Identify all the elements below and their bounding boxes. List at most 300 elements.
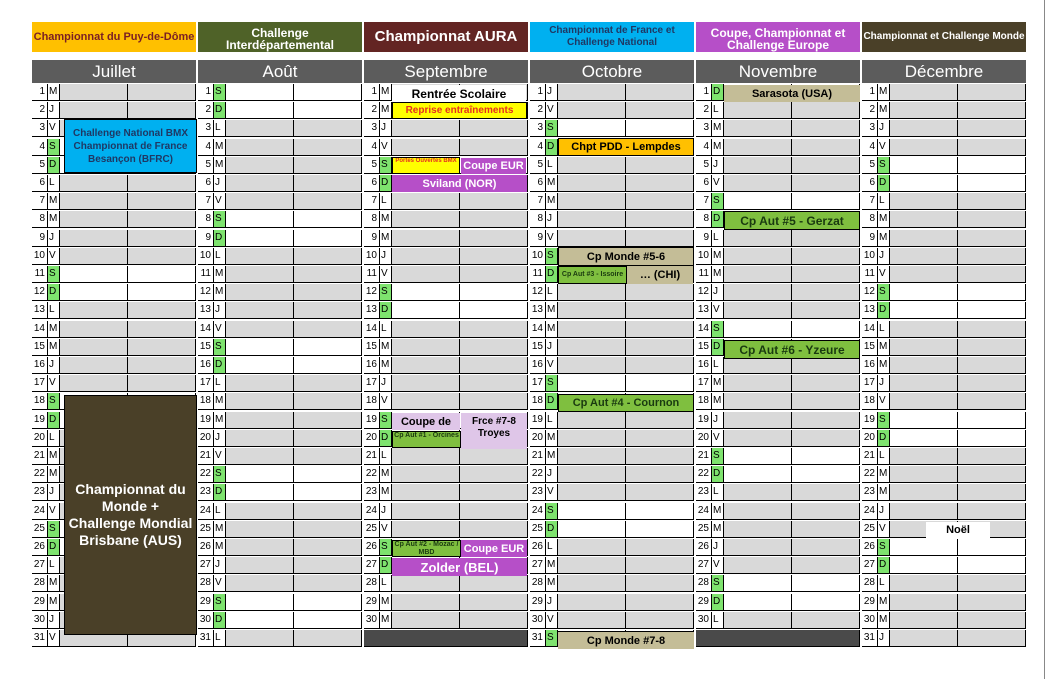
day-slot[interactable]	[724, 539, 792, 556]
day-slot[interactable]	[226, 484, 294, 501]
day-slot[interactable]	[60, 339, 128, 356]
event-chi[interactable]: … (CHI)	[627, 266, 693, 284]
day-slot[interactable]	[460, 193, 528, 210]
day-slot[interactable]	[294, 612, 362, 629]
day-slot[interactable]	[128, 357, 196, 374]
event-cp-monde-7-8[interactable]: Cp Monde #7-8	[558, 631, 694, 649]
day-slot[interactable]	[890, 393, 958, 410]
day-slot[interactable]	[392, 339, 460, 356]
day-slot[interactable]	[226, 230, 294, 247]
day-slot[interactable]	[792, 120, 860, 137]
day-slot[interactable]	[626, 211, 694, 228]
day-slot[interactable]	[128, 230, 196, 247]
day-slot[interactable]	[792, 321, 860, 338]
day-slot[interactable]	[558, 302, 626, 319]
day-slot[interactable]	[460, 503, 528, 520]
day-slot[interactable]	[890, 484, 958, 501]
day-slot[interactable]	[460, 139, 528, 156]
day-slot[interactable]	[392, 594, 460, 611]
day-slot[interactable]	[460, 339, 528, 356]
day-slot[interactable]	[890, 357, 958, 374]
day-slot[interactable]	[226, 503, 294, 520]
day-slot[interactable]	[792, 284, 860, 301]
day-slot[interactable]	[890, 193, 958, 210]
day-slot[interactable]	[958, 503, 1026, 520]
day-slot[interactable]	[724, 375, 792, 392]
day-slot[interactable]	[792, 266, 860, 283]
day-slot[interactable]	[60, 302, 128, 319]
day-slot[interactable]	[294, 102, 362, 119]
day-slot[interactable]	[392, 139, 460, 156]
day-slot[interactable]	[60, 175, 128, 192]
day-slot[interactable]	[958, 211, 1026, 228]
day-slot[interactable]	[392, 375, 460, 392]
day-slot[interactable]	[294, 84, 362, 101]
day-slot[interactable]	[60, 321, 128, 338]
day-slot[interactable]	[626, 357, 694, 374]
day-slot[interactable]	[226, 102, 294, 119]
day-slot[interactable]	[626, 575, 694, 592]
day-slot[interactable]	[60, 375, 128, 392]
day-slot[interactable]	[626, 466, 694, 483]
day-slot[interactable]	[558, 321, 626, 338]
day-slot[interactable]	[294, 266, 362, 283]
day-slot[interactable]	[392, 612, 460, 629]
day-slot[interactable]	[958, 321, 1026, 338]
day-slot[interactable]	[626, 339, 694, 356]
day-slot[interactable]	[890, 430, 958, 447]
day-slot[interactable]	[392, 503, 460, 520]
day-slot[interactable]	[558, 193, 626, 210]
day-slot[interactable]	[792, 612, 860, 629]
day-slot[interactable]	[558, 557, 626, 574]
day-slot[interactable]	[294, 448, 362, 465]
day-slot[interactable]	[958, 466, 1026, 483]
day-slot[interactable]	[294, 302, 362, 319]
day-slot[interactable]	[890, 157, 958, 174]
day-slot[interactable]	[460, 575, 528, 592]
day-slot[interactable]	[626, 612, 694, 629]
day-slot[interactable]	[792, 393, 860, 410]
day-slot[interactable]	[890, 302, 958, 319]
day-slot[interactable]	[60, 284, 128, 301]
event-sviland[interactable]: Sviland (NOR)	[392, 175, 527, 192]
day-slot[interactable]	[890, 466, 958, 483]
day-slot[interactable]	[724, 302, 792, 319]
day-slot[interactable]	[294, 630, 362, 647]
day-slot[interactable]	[626, 539, 694, 556]
day-slot[interactable]	[890, 321, 958, 338]
day-slot[interactable]	[890, 211, 958, 228]
day-slot[interactable]	[626, 521, 694, 538]
day-slot[interactable]	[890, 339, 958, 356]
day-slot[interactable]	[890, 557, 958, 574]
day-slot[interactable]	[558, 594, 626, 611]
day-slot[interactable]	[60, 102, 128, 119]
day-slot[interactable]	[558, 539, 626, 556]
day-slot[interactable]	[294, 230, 362, 247]
day-slot[interactable]	[626, 412, 694, 429]
day-slot[interactable]	[792, 448, 860, 465]
day-slot[interactable]	[792, 484, 860, 501]
event-sarasota[interactable]: Sarasota (USA)	[724, 85, 860, 102]
day-slot[interactable]	[958, 557, 1026, 574]
day-slot[interactable]	[792, 193, 860, 210]
day-slot[interactable]	[392, 284, 460, 301]
day-slot[interactable]	[890, 412, 958, 429]
day-slot[interactable]	[294, 339, 362, 356]
day-slot[interactable]	[724, 484, 792, 501]
day-slot[interactable]	[890, 630, 958, 647]
day-slot[interactable]	[460, 120, 528, 137]
day-slot[interactable]	[460, 357, 528, 374]
day-slot[interactable]	[460, 211, 528, 228]
day-slot[interactable]	[392, 521, 460, 538]
day-slot[interactable]	[724, 102, 792, 119]
day-slot[interactable]	[60, 248, 128, 265]
day-slot[interactable]	[958, 302, 1026, 319]
event-championnat-monde[interactable]: Championnat du Monde + Challenge Mondial Brisbane (AUS)	[64, 395, 197, 635]
day-slot[interactable]	[460, 266, 528, 283]
day-slot[interactable]	[890, 84, 958, 101]
day-slot[interactable]	[958, 266, 1026, 283]
day-slot[interactable]	[226, 393, 294, 410]
event-cp-aut-4[interactable]: Cp Aut #4 - Cournon	[558, 394, 694, 412]
day-slot[interactable]	[958, 430, 1026, 447]
day-slot[interactable]	[724, 612, 792, 629]
day-slot[interactable]	[60, 266, 128, 283]
event-portes-ouvertes[interactable]: Portes Ouvertes BMX	[392, 157, 460, 174]
day-slot[interactable]	[958, 157, 1026, 174]
day-slot[interactable]	[558, 521, 626, 538]
day-slot[interactable]	[294, 284, 362, 301]
day-slot[interactable]	[558, 175, 626, 192]
day-slot[interactable]	[890, 575, 958, 592]
day-slot[interactable]	[724, 157, 792, 174]
day-slot[interactable]	[724, 557, 792, 574]
day-slot[interactable]	[890, 230, 958, 247]
day-slot[interactable]	[294, 120, 362, 137]
day-slot[interactable]	[294, 375, 362, 392]
event-zolder[interactable]: Zolder (BEL)	[392, 558, 527, 576]
day-slot[interactable]	[460, 284, 528, 301]
day-slot[interactable]	[392, 575, 460, 592]
day-slot[interactable]	[958, 612, 1026, 629]
day-slot[interactable]	[226, 120, 294, 137]
day-slot[interactable]	[890, 448, 958, 465]
day-slot[interactable]	[724, 357, 792, 374]
day-slot[interactable]	[128, 84, 196, 101]
day-slot[interactable]	[724, 393, 792, 410]
day-slot[interactable]	[226, 157, 294, 174]
day-slot[interactable]	[392, 211, 460, 228]
day-slot[interactable]	[392, 321, 460, 338]
day-slot[interactable]	[890, 139, 958, 156]
day-slot[interactable]	[294, 594, 362, 611]
day-slot[interactable]	[294, 248, 362, 265]
day-slot[interactable]	[792, 430, 860, 447]
day-slot[interactable]	[724, 521, 792, 538]
day-slot[interactable]	[460, 466, 528, 483]
day-slot[interactable]	[294, 539, 362, 556]
day-slot[interactable]	[226, 357, 294, 374]
event-coupe-eur-2[interactable]: Coupe EUR	[461, 540, 527, 557]
day-slot[interactable]	[958, 139, 1026, 156]
day-slot[interactable]	[958, 193, 1026, 210]
day-slot[interactable]	[958, 539, 1026, 556]
day-slot[interactable]	[724, 230, 792, 247]
day-slot[interactable]	[890, 503, 958, 520]
day-slot[interactable]	[792, 466, 860, 483]
day-slot[interactable]	[792, 375, 860, 392]
day-slot[interactable]	[890, 539, 958, 556]
day-slot[interactable]	[128, 375, 196, 392]
day-slot[interactable]	[460, 302, 528, 319]
day-slot[interactable]	[958, 230, 1026, 247]
day-slot[interactable]	[392, 120, 460, 137]
day-slot[interactable]	[60, 230, 128, 247]
day-slot[interactable]	[890, 120, 958, 137]
day-slot[interactable]	[294, 484, 362, 501]
day-slot[interactable]	[792, 557, 860, 574]
day-slot[interactable]	[226, 321, 294, 338]
day-slot[interactable]	[294, 211, 362, 228]
day-slot[interactable]	[294, 139, 362, 156]
day-slot[interactable]	[626, 557, 694, 574]
day-slot[interactable]	[958, 84, 1026, 101]
day-slot[interactable]	[958, 412, 1026, 429]
day-slot[interactable]	[890, 175, 958, 192]
day-slot[interactable]	[558, 357, 626, 374]
day-slot[interactable]	[724, 430, 792, 447]
day-slot[interactable]	[558, 284, 626, 301]
event-reprise-entrainements[interactable]: Reprise entraînements	[392, 102, 527, 119]
event-cp-aut-1[interactable]: Cp Aut #1 - Orcines	[392, 431, 461, 448]
day-slot[interactable]	[226, 557, 294, 574]
day-slot[interactable]	[558, 466, 626, 483]
day-slot[interactable]	[128, 102, 196, 119]
event-cp-aut-2[interactable]: Cp Aut #2 - Mozac / MBD	[392, 540, 461, 557]
day-slot[interactable]	[626, 594, 694, 611]
day-slot[interactable]	[294, 575, 362, 592]
day-slot[interactable]	[558, 211, 626, 228]
day-slot[interactable]	[392, 357, 460, 374]
day-slot[interactable]	[890, 284, 958, 301]
day-slot[interactable]	[958, 484, 1026, 501]
day-slot[interactable]	[294, 175, 362, 192]
day-slot[interactable]	[958, 630, 1026, 647]
event-cp-monde-5-6[interactable]: Cp Monde #5-6	[558, 247, 694, 266]
day-slot[interactable]	[460, 248, 528, 265]
day-slot[interactable]	[128, 193, 196, 210]
day-slot[interactable]	[792, 594, 860, 611]
day-slot[interactable]	[626, 321, 694, 338]
day-slot[interactable]	[626, 448, 694, 465]
day-slot[interactable]	[958, 175, 1026, 192]
day-slot[interactable]	[792, 575, 860, 592]
day-slot[interactable]	[558, 484, 626, 501]
day-slot[interactable]	[558, 575, 626, 592]
day-slot[interactable]	[392, 266, 460, 283]
day-slot[interactable]	[558, 102, 626, 119]
day-slot[interactable]	[294, 357, 362, 374]
day-slot[interactable]	[226, 539, 294, 556]
day-slot[interactable]	[626, 120, 694, 137]
day-slot[interactable]	[226, 630, 294, 647]
day-slot[interactable]	[460, 230, 528, 247]
day-slot[interactable]	[392, 484, 460, 501]
day-slot[interactable]	[958, 120, 1026, 137]
day-slot[interactable]	[558, 448, 626, 465]
day-slot[interactable]	[724, 575, 792, 592]
day-slot[interactable]	[958, 375, 1026, 392]
day-slot[interactable]	[626, 302, 694, 319]
day-slot[interactable]	[792, 357, 860, 374]
day-slot[interactable]	[128, 339, 196, 356]
day-slot[interactable]	[558, 157, 626, 174]
event-coupe-eur-1[interactable]: Coupe EUR	[461, 158, 526, 174]
day-slot[interactable]	[226, 412, 294, 429]
day-slot[interactable]	[626, 157, 694, 174]
day-slot[interactable]	[792, 248, 860, 265]
event-cp-aut-5[interactable]: Cp Aut #5 - Gerzat	[724, 211, 860, 230]
day-slot[interactable]	[294, 557, 362, 574]
day-slot[interactable]	[128, 321, 196, 338]
day-slot[interactable]	[294, 157, 362, 174]
day-slot[interactable]	[626, 175, 694, 192]
day-slot[interactable]	[724, 503, 792, 520]
day-slot[interactable]	[626, 84, 694, 101]
day-slot[interactable]	[392, 248, 460, 265]
day-slot[interactable]	[626, 503, 694, 520]
day-slot[interactable]	[294, 193, 362, 210]
day-slot[interactable]	[60, 357, 128, 374]
day-slot[interactable]	[294, 412, 362, 429]
day-slot[interactable]	[958, 448, 1026, 465]
day-slot[interactable]	[890, 612, 958, 629]
day-slot[interactable]	[724, 321, 792, 338]
day-slot[interactable]	[626, 230, 694, 247]
day-slot[interactable]	[392, 448, 460, 465]
event-cp-aut-3[interactable]: Cp Aut #3 - Issoire	[558, 266, 627, 284]
day-slot[interactable]	[226, 84, 294, 101]
day-slot[interactable]	[226, 575, 294, 592]
day-slot[interactable]	[792, 302, 860, 319]
day-slot[interactable]	[724, 248, 792, 265]
event-rentree-scolaire[interactable]: Rentrée Scolaire	[392, 85, 526, 102]
day-slot[interactable]	[460, 594, 528, 611]
day-slot[interactable]	[958, 575, 1026, 592]
day-slot[interactable]	[460, 612, 528, 629]
day-slot[interactable]	[128, 266, 196, 283]
day-slot[interactable]	[724, 139, 792, 156]
day-slot[interactable]	[460, 521, 528, 538]
day-slot[interactable]	[626, 375, 694, 392]
day-slot[interactable]	[460, 393, 528, 410]
day-slot[interactable]	[226, 139, 294, 156]
day-slot[interactable]	[226, 612, 294, 629]
day-slot[interactable]	[294, 521, 362, 538]
day-slot[interactable]	[392, 393, 460, 410]
day-slot[interactable]	[128, 302, 196, 319]
day-slot[interactable]	[226, 193, 294, 210]
day-slot[interactable]	[558, 84, 626, 101]
day-slot[interactable]	[392, 302, 460, 319]
day-slot[interactable]	[128, 211, 196, 228]
event-national-bmx[interactable]: Challenge National BMX Championnat de France Besançon (BFRC)	[64, 119, 197, 173]
day-slot[interactable]	[128, 248, 196, 265]
day-slot[interactable]	[392, 466, 460, 483]
day-slot[interactable]	[890, 375, 958, 392]
day-slot[interactable]	[558, 503, 626, 520]
day-slot[interactable]	[626, 484, 694, 501]
day-slot[interactable]	[294, 503, 362, 520]
day-slot[interactable]	[294, 430, 362, 447]
day-slot[interactable]	[890, 248, 958, 265]
day-slot[interactable]	[226, 302, 294, 319]
day-slot[interactable]	[226, 175, 294, 192]
day-slot[interactable]	[724, 120, 792, 137]
day-slot[interactable]	[792, 175, 860, 192]
day-slot[interactable]	[626, 102, 694, 119]
day-slot[interactable]	[558, 120, 626, 137]
event-noel[interactable]: Noël	[926, 522, 990, 538]
day-slot[interactable]	[792, 139, 860, 156]
day-slot[interactable]	[792, 412, 860, 429]
day-slot[interactable]	[392, 193, 460, 210]
day-slot[interactable]	[392, 230, 460, 247]
day-slot[interactable]	[724, 594, 792, 611]
day-slot[interactable]	[558, 412, 626, 429]
event-cp-aut-6[interactable]: Cp Aut #6 - Yzeure	[724, 340, 860, 359]
day-slot[interactable]	[558, 230, 626, 247]
day-slot[interactable]	[460, 448, 528, 465]
day-slot[interactable]	[60, 211, 128, 228]
day-slot[interactable]	[226, 266, 294, 283]
day-slot[interactable]	[724, 266, 792, 283]
day-slot[interactable]	[226, 211, 294, 228]
day-slot[interactable]	[724, 193, 792, 210]
day-slot[interactable]	[958, 393, 1026, 410]
day-slot[interactable]	[558, 430, 626, 447]
day-slot[interactable]	[792, 157, 860, 174]
day-slot[interactable]	[890, 594, 958, 611]
event-chpt-pdd[interactable]: Chpt PDD - Lempdes	[558, 138, 694, 156]
day-slot[interactable]	[626, 284, 694, 301]
day-slot[interactable]	[724, 448, 792, 465]
day-slot[interactable]	[558, 375, 626, 392]
day-slot[interactable]	[958, 102, 1026, 119]
day-slot[interactable]	[958, 357, 1026, 374]
event-coupe-de[interactable]: Coupe de	[392, 413, 460, 430]
day-slot[interactable]	[60, 84, 128, 101]
day-slot[interactable]	[226, 430, 294, 447]
day-slot[interactable]	[890, 266, 958, 283]
day-slot[interactable]	[558, 339, 626, 356]
day-slot[interactable]	[226, 248, 294, 265]
day-slot[interactable]	[294, 321, 362, 338]
day-slot[interactable]	[226, 448, 294, 465]
day-slot[interactable]	[792, 503, 860, 520]
day-slot[interactable]	[890, 102, 958, 119]
day-slot[interactable]	[792, 539, 860, 556]
day-slot[interactable]	[226, 284, 294, 301]
day-slot[interactable]	[792, 521, 860, 538]
day-slot[interactable]	[958, 339, 1026, 356]
day-slot[interactable]	[226, 466, 294, 483]
day-slot[interactable]	[724, 466, 792, 483]
day-slot[interactable]	[724, 412, 792, 429]
